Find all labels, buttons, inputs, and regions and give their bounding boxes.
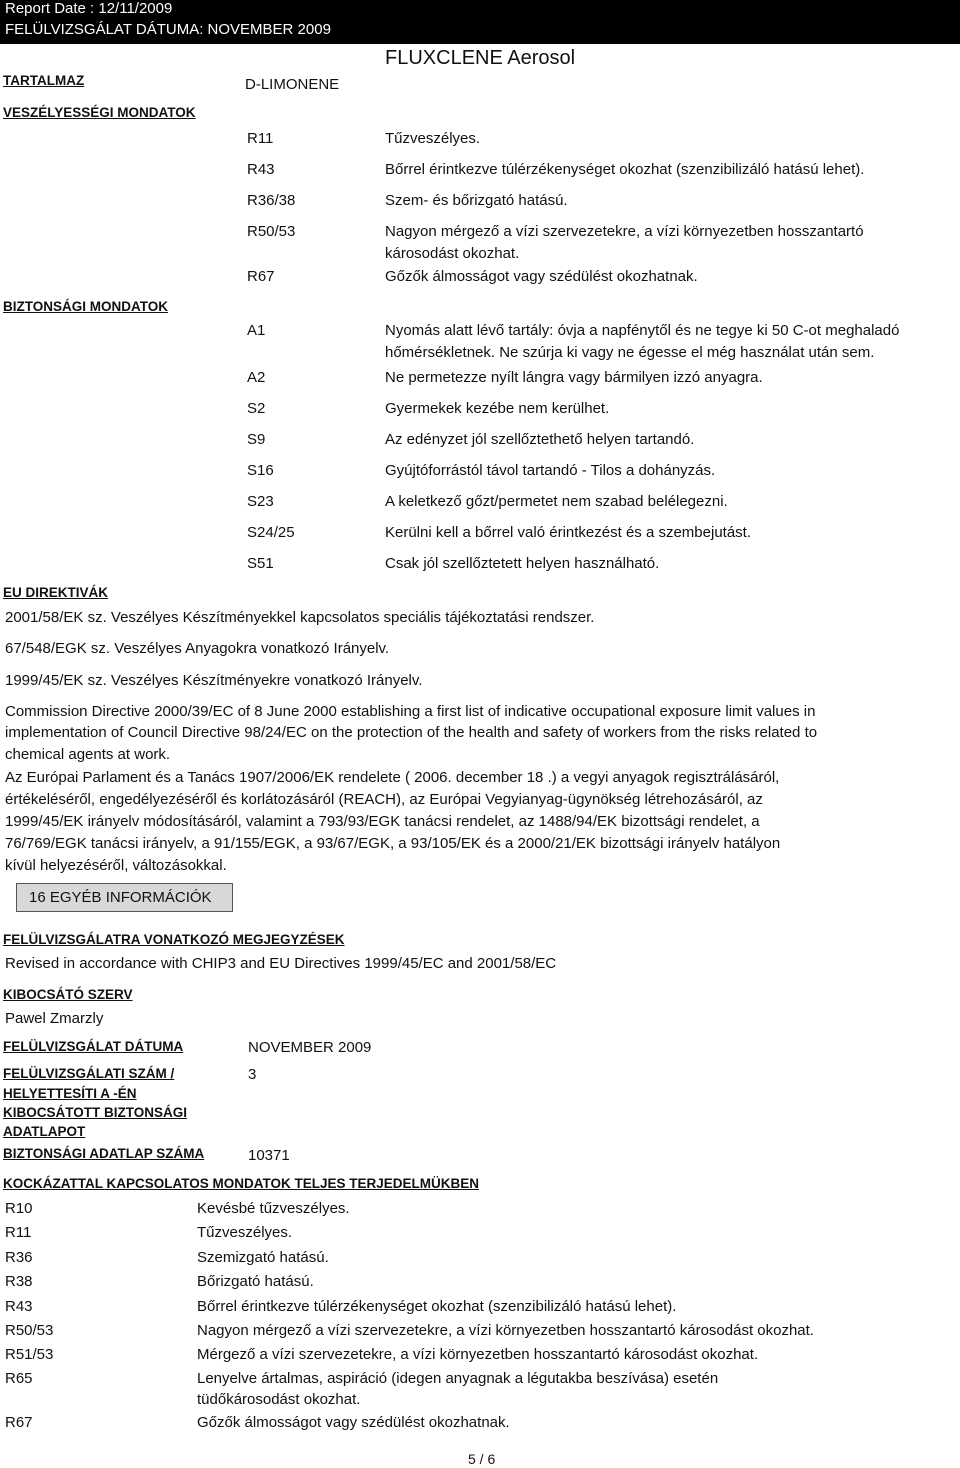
- risk-code: R50/53: [247, 223, 296, 240]
- issuer-label: KIBOCSÁTÓ SZERV: [3, 987, 133, 1002]
- risk-code: R11: [247, 130, 274, 147]
- reach-regulation-line: 1999/45/EK irányelv módosításáról, valamint a 793/93/EGK tanácsi rendelet, az 1488/94/EK bizottsági rendelet, a: [5, 813, 760, 830]
- product-title: FLUXCLENE Aerosol: [385, 47, 576, 69]
- safety-text: Nyomás alatt lévő tartály: óvja a napfénytől és ne tegye ki 50 C-ot meghaladó: [385, 322, 900, 339]
- safety-code: A1: [247, 322, 266, 339]
- directive-line: 2001/58/EK sz. Veszélyes Készítményekkel kapcsolatos speciális tájékoztatási rendszer.: [5, 609, 595, 626]
- risk-text: Gőzők álmosságot vagy szédülést okozhatnak.: [385, 268, 698, 285]
- revision-number-label: KIBOCSÁTOTT BIZTONSÁGI: [3, 1105, 188, 1120]
- revision-notes-label: FELÜLVIZSGÁLATRA VONATKOZÓ MEGJEGYZÉSEK: [3, 932, 345, 947]
- safety-code: S51: [247, 555, 274, 572]
- revision-number-value: 3: [248, 1066, 257, 1083]
- issuer-name: Pawel Zmarzly: [5, 1010, 104, 1027]
- safety-text: Ne permetezze nyílt lángra vagy bármilyen izzó anyagra.: [385, 369, 763, 386]
- revision-number-label: HELYETTESÍTI A -ÉN: [3, 1086, 137, 1101]
- reach-regulation-line: Az Európai Parlament és a Tanács 1907/2006/EK rendelete ( 2006. december 18 .) a vegyi anyagok regisztrálásáról,: [5, 769, 780, 786]
- risk-code: R36/38: [247, 192, 296, 209]
- reach-regulation-line: értékeléséről, engedélyezéséről és korlátozásáról (REACH), az Európai Vegyianyag-ügynökség létrehozásáról, az: [5, 791, 763, 808]
- full-risk-text-continued: tüdőkárosodást okozhat.: [197, 1391, 361, 1408]
- full-risk-text: Nagyon mérgező a vízi szervezetekre, a vízi környezetben hosszantartó károsodást okozhat.: [197, 1322, 814, 1339]
- full-risk-code: R11: [5, 1224, 32, 1241]
- risk-code: R67: [247, 268, 275, 285]
- full-risk-code: R67: [5, 1414, 33, 1431]
- page-number: 5 / 6: [468, 1451, 496, 1467]
- risk-text: Nagyon mérgező a vízi szervezetekre, a vízi környezetben hosszantartó: [385, 223, 864, 240]
- eu-directives-label: EU DIREKTIVÁK: [3, 585, 109, 600]
- revision-date-label: FELÜLVIZSGÁLAT DÁTUMA: [3, 1039, 184, 1054]
- directive-line: 67/548/EGK sz. Veszélyes Anyagokra vonatkozó Irányelv.: [5, 640, 390, 657]
- reach-regulation-line: kívül helyezéséről, változásokkal.: [5, 857, 227, 874]
- safety-text: Kerülni kell a bőrrel való érintkezést és a szembejutást.: [385, 524, 752, 541]
- safety-code: S2: [247, 400, 266, 417]
- full-risk-text: Gőzők álmosságot vagy szédülést okozhatnak.: [197, 1414, 510, 1431]
- risk-text-continued: károsodást okozhat.: [385, 245, 520, 262]
- full-risk-text: Szemizgató hatású.: [197, 1249, 329, 1266]
- revision-notes: Revised in accordance with CHIP3 and EU Directives 1999/45/EC and 2001/58/EC: [5, 955, 557, 972]
- full-risk-code: R50/53: [5, 1322, 54, 1339]
- risk-text: Tűzveszélyes.: [385, 130, 481, 147]
- safety-text: Csak jól szellőztetett helyen használható.: [385, 555, 660, 572]
- safety-text: Az edényzet jól szellőztethető helyen tartandó.: [385, 431, 695, 448]
- commission-directive-line: Commission Directive 2000/39/EC of 8 June 2000 establishing a first list of indicative occupational exposure limit values in: [5, 703, 816, 720]
- safety-code: S16: [247, 462, 274, 479]
- safety-text: Gyújtóforrástól távol tartandó - Tilos a dohányzás.: [385, 462, 716, 479]
- section-16-title: 16 EGYÉB INFORMÁCIÓK: [29, 889, 212, 906]
- header-revision-date: FELÜLVIZSGÁLAT DÁTUMA: NOVEMBER 2009: [5, 21, 331, 38]
- commission-directive-line: implementation of Council Directive 98/24/EC on the protection of the health and safety of workers from the risks related to: [5, 724, 818, 741]
- section-16-heading: [16, 883, 233, 912]
- directive-line: 1999/45/EK sz. Veszélyes Készítményekre vonatkozó Irányelv.: [5, 672, 423, 689]
- safety-code: S9: [247, 431, 266, 448]
- safety-code: S23: [247, 493, 274, 510]
- safety-code: A2: [247, 369, 266, 386]
- full-risk-code: R51/53: [5, 1346, 54, 1363]
- safety-text: Gyermekek kezébe nem kerülhet.: [385, 400, 610, 417]
- full-risk-text: Tűzveszélyes.: [197, 1224, 293, 1241]
- revision-number-label: ADATLAPOT: [3, 1124, 86, 1139]
- risk-phrases-label: VESZÉLYESSÉGI MONDATOK: [3, 105, 196, 120]
- full-risk-code: R43: [5, 1298, 33, 1315]
- full-risk-code: R10: [5, 1200, 33, 1217]
- contents-label: TARTALMAZ: [3, 73, 85, 88]
- safety-text: A keletkező gőzt/permetet nem szabad belélegezni.: [385, 493, 728, 510]
- revision-number-label: FELÜLVIZSGÁLATI SZÁM /: [3, 1066, 175, 1081]
- risk-text: Szem- és bőrizgató hatású.: [385, 192, 568, 209]
- full-risk-text: Lenyelve ártalmas, aspiráció (idegen anyagnak a légutakba beszívása) esetén: [197, 1370, 719, 1387]
- full-risk-code: R65: [5, 1370, 33, 1387]
- safety-code: S24/25: [247, 524, 295, 541]
- safety-text-continued: hőmérsékletnek. Ne szúrja ki vagy ne égesse el még használat után sem.: [385, 344, 875, 361]
- full-risk-text: Mérgező a vízi szervezetekre, a vízi környezetben hosszantartó károsodást okozhat.: [197, 1346, 759, 1363]
- commission-directive-line: chemical agents at work.: [5, 746, 171, 763]
- sds-number-label: BIZTONSÁGI ADATLAP SZÁMA: [3, 1146, 205, 1161]
- risk-text: Bőrrel érintkezve túlérzékenységet okozhat (szenzibilizáló hatású lehet).: [385, 161, 865, 178]
- safety-phrases-label: BIZTONSÁGI MONDATOK: [3, 299, 168, 314]
- full-risk-text: Bőrizgató hatású.: [197, 1273, 314, 1290]
- reach-regulation-line: 76/769/EGK tanácsi irányelv, a 91/155/EGK, a 93/67/EGK, a 93/105/EK és a 2000/21/EK bizottsági irányelv hatályon: [5, 835, 781, 852]
- risk-code: R43: [247, 161, 275, 178]
- full-risk-code: R36: [5, 1249, 33, 1266]
- full-risk-text: Kevésbé tűzveszélyes.: [197, 1200, 350, 1217]
- revision-date-value: NOVEMBER 2009: [248, 1039, 372, 1056]
- sds-number-value: 10371: [248, 1147, 290, 1164]
- full-risk-text: Bőrrel érintkezve túlérzékenységet okozhat (szenzibilizáló hatású lehet).: [197, 1298, 677, 1315]
- contents-value: D-LIMONENE: [245, 76, 340, 93]
- full-risk-phrases-label: KOCKÁZATTAL KAPCSOLATOS MONDATOK TELJES TERJEDELMÜKBEN: [3, 1176, 480, 1191]
- full-risk-code: R38: [5, 1273, 33, 1290]
- report-date: Report Date : 12/11/2009: [5, 0, 173, 17]
